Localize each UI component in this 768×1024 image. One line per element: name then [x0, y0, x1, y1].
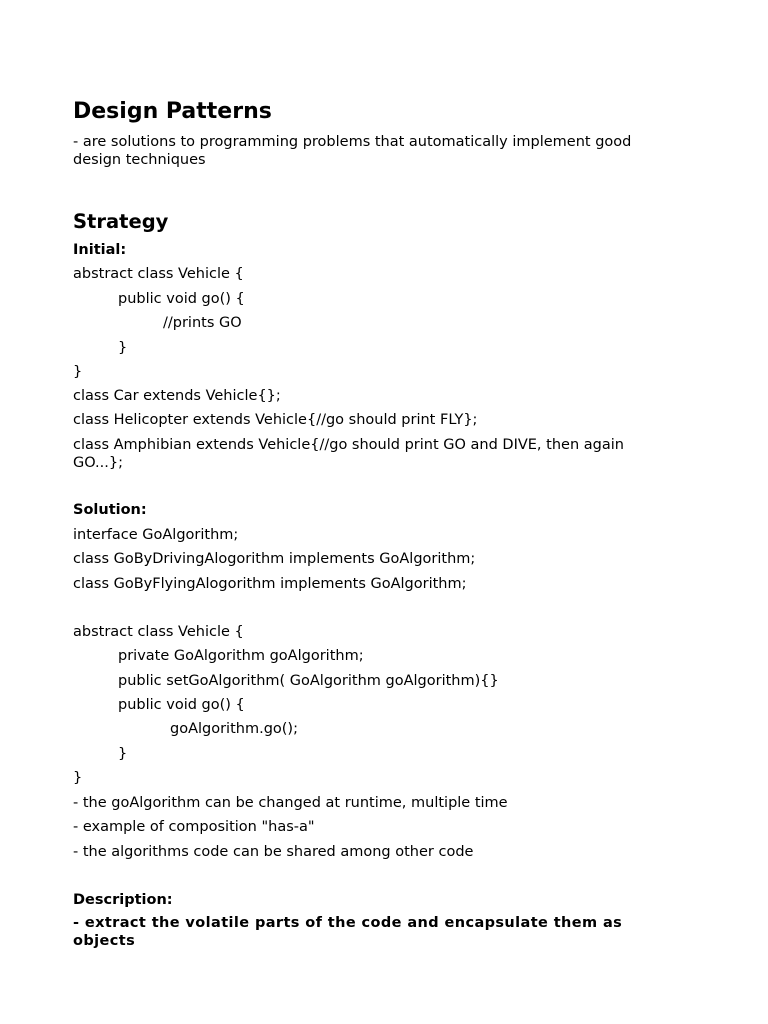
code-line: private GoAlgorithm goAlgorithm; — [118, 648, 364, 664]
subheading-initial: Initial: — [73, 242, 127, 258]
code-line: GO...}; — [73, 455, 123, 471]
code-line: //prints GO — [163, 315, 242, 331]
note-line: - the algorithms code can be shared among other code — [73, 844, 474, 860]
subheading-solution: Solution: — [73, 502, 147, 518]
code-line: public setGoAlgorithm( GoAlgorithm goAlgorithm){} — [118, 673, 499, 689]
code-line: class GoByDrivingAlogorithm implements GoAlgorithm; — [73, 551, 476, 567]
code-line: class Helicopter extends Vehicle{//go should print FLY}; — [73, 412, 478, 428]
code-line: } — [73, 364, 83, 380]
code-line: goAlgorithm.go(); — [170, 721, 298, 737]
code-line: public void go() { — [118, 697, 245, 713]
code-line: class Amphibian extends Vehicle{//go should print GO and DIVE, then again — [73, 437, 624, 453]
code-line: class Car extends Vehicle{}; — [73, 388, 281, 404]
code-line: abstract class Vehicle { — [73, 266, 244, 282]
intro-text-line-1: - are solutions to programming problems that automatically implement good — [73, 134, 632, 150]
code-line: } — [118, 746, 128, 762]
code-line: public void go() { — [118, 291, 245, 307]
code-line: } — [73, 770, 83, 786]
note-line: - example of composition "has-a" — [73, 819, 315, 835]
note-line: - the goAlgorithm can be changed at runtime, multiple time — [73, 795, 508, 811]
code-line: interface GoAlgorithm; — [73, 527, 239, 543]
description-line-2: objects — [73, 933, 136, 949]
code-line: class GoByFlyingAlogorithm implements GoAlgorithm; — [73, 576, 467, 592]
intro-text-line-2: design techniques — [73, 152, 206, 168]
description-line-1: - extract the volatile parts of the code and encapsulate them as — [73, 915, 623, 931]
code-line: } — [118, 340, 128, 356]
subheading-description: Description: — [73, 892, 173, 908]
section-heading-strategy: Strategy — [73, 210, 169, 233]
code-line: abstract class Vehicle { — [73, 624, 244, 640]
page-title: Design Patterns — [73, 99, 272, 124]
